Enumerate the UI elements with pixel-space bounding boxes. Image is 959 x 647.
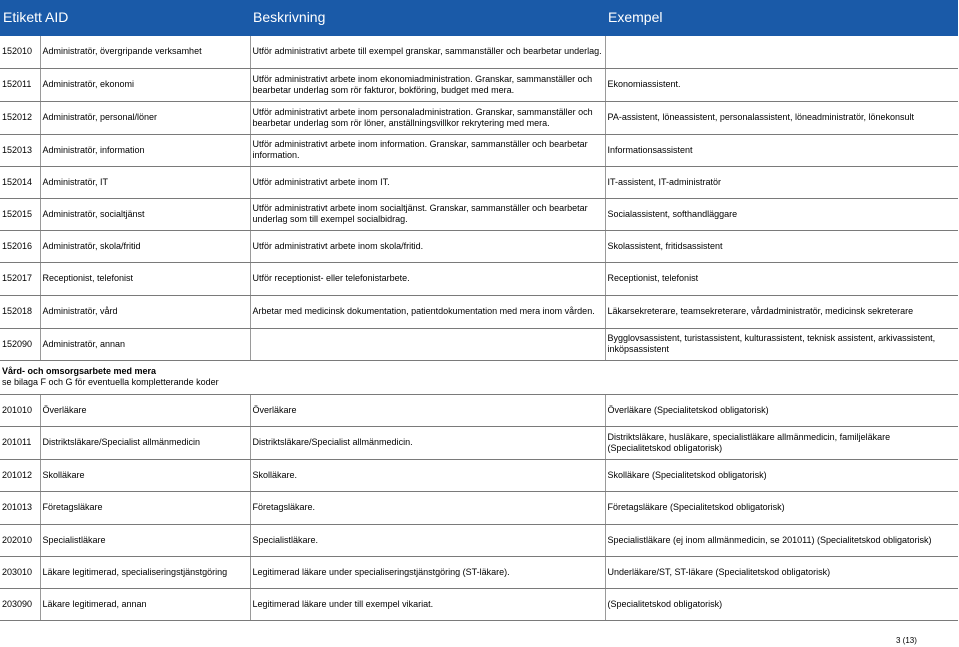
description-cell: Distriktsläkare/Specialist allmänmedicin. xyxy=(250,426,605,459)
code-cell: 152014 xyxy=(0,166,40,198)
description-cell: Utför administrativt arbete inom IT. xyxy=(250,166,605,198)
table-row xyxy=(0,166,958,198)
description-cell: Företagsläkare. xyxy=(250,491,605,524)
table-header-row xyxy=(0,0,958,35)
section-block xyxy=(0,360,958,394)
table-row xyxy=(0,491,958,524)
section-subtitle: se bilaga F och G för eventuella kompletterande koder xyxy=(2,377,219,387)
header-beskrivning: Beskrivning xyxy=(250,0,605,35)
example-cell: PA-assistent, löneassistent, personalassistent, löneadministratör, lönekonsult xyxy=(605,101,958,134)
table-row xyxy=(0,556,958,588)
description-cell: Utför administrativt arbete till exempel granskar, sammanställer och bearbetar underlag. xyxy=(250,35,605,68)
table-row xyxy=(0,524,958,556)
code-cell: 152013 xyxy=(0,134,40,166)
header-etikett-aid: Etikett AID xyxy=(0,0,250,35)
section-heading xyxy=(0,360,958,394)
example-cell xyxy=(605,35,958,68)
code-cell: 202010 xyxy=(0,524,40,556)
code-cell: 201012 xyxy=(0,459,40,491)
example-cell: Företagsläkare (Specialitetskod obligatorisk) xyxy=(605,491,958,524)
description-cell xyxy=(250,328,605,360)
table-row xyxy=(0,68,958,101)
title-cell: Administratör, IT xyxy=(40,166,250,198)
description-cell: Legitimerad läkare under specialiseringstjänstgöring (ST-läkare). xyxy=(250,556,605,588)
title-cell: Läkare legitimerad, specialiseringstjänstgöring xyxy=(40,556,250,588)
title-cell: Företagsläkare xyxy=(40,491,250,524)
title-cell: Administratör, vård xyxy=(40,295,250,328)
table-row xyxy=(0,35,958,68)
title-cell: Distriktsläkare/Specialist allmänmedicin xyxy=(40,426,250,459)
title-cell: Specialistläkare xyxy=(40,524,250,556)
description-cell: Utför administrativt arbete inom ekonomiadministration. Granskar, sammanställer och bearbetar underlag som rör fakturor, bokföring, budget med mera. xyxy=(250,68,605,101)
table-row xyxy=(0,230,958,262)
title-cell: Läkare legitimerad, annan xyxy=(40,588,250,620)
table-row xyxy=(0,262,958,295)
title-cell: Administratör, personal/löner xyxy=(40,101,250,134)
code-cell: 201010 xyxy=(0,394,40,426)
title-cell: Administratör, ekonomi xyxy=(40,68,250,101)
table-row xyxy=(0,394,958,426)
title-cell: Administratör, skola/fritid xyxy=(40,230,250,262)
section-title: Vård- och omsorgsarbete med mera xyxy=(2,366,157,376)
description-cell: Arbetar med medicinsk dokumentation, patientdokumentation med mera inom vården. xyxy=(250,295,605,328)
example-cell: Specialistläkare (ej inom allmänmedicin, se 201011) (Specialitetskod obligatorisk) xyxy=(605,524,958,556)
example-cell: IT-assistent, IT-administratör xyxy=(605,166,958,198)
code-cell: 152012 xyxy=(0,101,40,134)
description-cell: Specialistläkare. xyxy=(250,524,605,556)
title-cell: Receptionist, telefonist xyxy=(40,262,250,295)
code-cell: 152090 xyxy=(0,328,40,360)
example-cell: Socialassistent, softhandläggare xyxy=(605,198,958,230)
title-cell: Administratör, annan xyxy=(40,328,250,360)
table-body-admin xyxy=(0,35,958,360)
code-cell: 201011 xyxy=(0,426,40,459)
code-cell: 201013 xyxy=(0,491,40,524)
code-cell: 152015 xyxy=(0,198,40,230)
table-row xyxy=(0,198,958,230)
description-cell: Överläkare xyxy=(250,394,605,426)
table-row xyxy=(0,101,958,134)
title-cell: Skolläkare xyxy=(40,459,250,491)
page-number: 3 (13) xyxy=(896,636,917,645)
table-row xyxy=(0,588,958,620)
table-body-care xyxy=(0,394,958,620)
example-cell: Skolläkare (Specialitetskod obligatorisk) xyxy=(605,459,958,491)
title-cell: Administratör, information xyxy=(40,134,250,166)
description-cell: Utför administrativt arbete inom skola/fritid. xyxy=(250,230,605,262)
example-cell: Distriktsläkare, husläkare, specialistläkare allmänmedicin, familjeläkare (Specialitetskod obligatorisk) xyxy=(605,426,958,459)
title-cell: Administratör, socialtjänst xyxy=(40,198,250,230)
code-cell: 203090 xyxy=(0,588,40,620)
code-cell: 152010 xyxy=(0,35,40,68)
code-cell: 152016 xyxy=(0,230,40,262)
description-cell: Utför administrativt arbete inom personaladministration. Granskar, sammanställer och bearbetar underlag som rör löner, anställningsvillkor rekrytering med mera. xyxy=(250,101,605,134)
description-cell: Legitimerad läkare under till exempel vikariat. xyxy=(250,588,605,620)
table-row xyxy=(0,426,958,459)
code-cell: 152011 xyxy=(0,68,40,101)
description-cell: Utför administrativt arbete inom information. Granskar, sammanställer och bearbetar information. xyxy=(250,134,605,166)
code-cell: 152018 xyxy=(0,295,40,328)
description-cell: Utför receptionist- eller telefonistarbete. xyxy=(250,262,605,295)
section-row xyxy=(0,360,958,394)
example-cell: Bygglovsassistent, turistassistent, kulturassistent, teknisk assistent, arkivassistent, inköpsassistent xyxy=(605,328,958,360)
example-cell: Informationsassistent xyxy=(605,134,958,166)
example-cell: Ekonomiassistent. xyxy=(605,68,958,101)
title-cell: Administratör, övergripande verksamhet xyxy=(40,35,250,68)
example-cell: Läkarsekreterare, teamsekreterare, vårdadministratör, medicinsk sekreterare xyxy=(605,295,958,328)
header-exempel: Exempel xyxy=(605,0,958,35)
title-cell: Överläkare xyxy=(40,394,250,426)
example-cell: Överläkare (Specialitetskod obligatorisk) xyxy=(605,394,958,426)
table-row xyxy=(0,459,958,491)
example-cell: Underläkare/ST, ST-läkare (Specialitetskod obligatorisk) xyxy=(605,556,958,588)
description-cell: Skolläkare. xyxy=(250,459,605,491)
code-cell: 203010 xyxy=(0,556,40,588)
table-row xyxy=(0,295,958,328)
description-cell: Utför administrativt arbete inom socialtjänst. Granskar, sammanställer och bearbetar underlag som till exempel socialbidrag. xyxy=(250,198,605,230)
example-cell: Skolassistent, fritidsassistent xyxy=(605,230,958,262)
code-cell: 152017 xyxy=(0,262,40,295)
table-row xyxy=(0,134,958,166)
table-row xyxy=(0,328,958,360)
example-cell: (Specialitetskod obligatorisk) xyxy=(605,588,958,620)
example-cell: Receptionist, telefonist xyxy=(605,262,958,295)
